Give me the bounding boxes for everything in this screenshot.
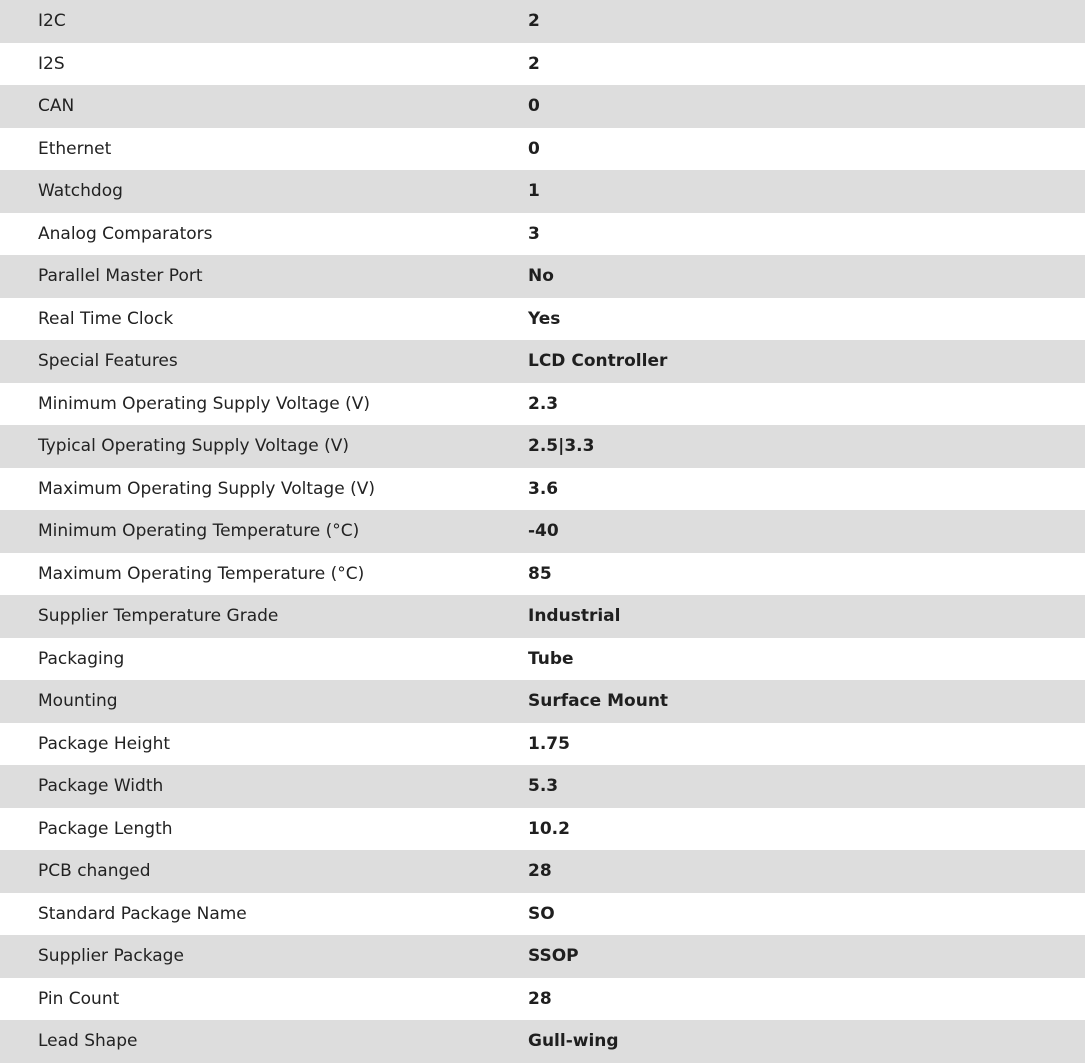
- table-row: [0, 638, 1085, 681]
- table-row: [0, 213, 1085, 256]
- table-row: [0, 298, 1085, 341]
- table-row: [0, 765, 1085, 808]
- table-row: [0, 808, 1085, 851]
- spec-name: Ethernet: [38, 138, 112, 159]
- table-row: [0, 680, 1085, 723]
- spec-value: LCD Controller: [528, 351, 668, 372]
- spec-value: Industrial: [528, 606, 621, 627]
- spec-name: Maximum Operating Supply Voltage (V): [38, 478, 375, 499]
- spec-value: 28: [528, 988, 552, 1009]
- spec-name: Watchdog: [38, 181, 123, 202]
- spec-name: Package Height: [38, 733, 171, 754]
- spec-name: Analog Comparators: [38, 223, 213, 244]
- spec-value: 2: [528, 11, 540, 32]
- table-row: [0, 595, 1085, 638]
- spec-name: Special Features: [38, 351, 178, 372]
- table-row: [0, 893, 1085, 936]
- spec-name: Supplier Temperature Grade: [38, 606, 279, 627]
- table-row: [0, 510, 1085, 553]
- spec-name: Lead Shape: [38, 1031, 138, 1052]
- spec-value: Gull-wing: [528, 1031, 619, 1052]
- table-row: [0, 723, 1085, 766]
- spec-name: CAN: [38, 96, 75, 117]
- table-row: [0, 468, 1085, 511]
- spec-value: 2: [528, 53, 540, 74]
- table-row: [0, 1020, 1085, 1063]
- spec-value: No: [528, 266, 554, 287]
- spec-name: Parallel Master Port: [38, 266, 203, 287]
- spec-name: Pin Count: [38, 988, 120, 1009]
- spec-value: Surface Mount: [528, 691, 669, 712]
- spec-name: Mounting: [38, 691, 118, 712]
- table-row: [0, 340, 1085, 383]
- table-row: [0, 255, 1085, 298]
- table-row: [0, 935, 1085, 978]
- spec-name: Typical Operating Supply Voltage (V): [38, 436, 349, 457]
- spec-name: I2S: [38, 53, 65, 74]
- spec-name: Supplier Package: [38, 946, 184, 967]
- spec-value: 85: [528, 563, 552, 584]
- spec-name: Packaging: [38, 648, 125, 669]
- table-row: [0, 383, 1085, 426]
- spec-name: I2C: [38, 11, 66, 32]
- table-row: [0, 553, 1085, 596]
- spec-value: Yes: [528, 308, 561, 329]
- spec-value: 1: [528, 181, 540, 202]
- spec-value: 2.3: [528, 393, 559, 414]
- spec-name: PCB changed: [38, 861, 151, 882]
- spec-value: 0: [528, 96, 540, 117]
- spec-name: Package Length: [38, 818, 173, 839]
- spec-value: SSOP: [528, 946, 579, 967]
- table-row: [0, 85, 1085, 128]
- spec-name: Standard Package Name: [38, 903, 247, 924]
- spec-value: 5.3: [528, 776, 559, 797]
- spec-value: 3: [528, 223, 540, 244]
- spec-value: -40: [528, 521, 559, 542]
- spec-value: 28: [528, 861, 552, 882]
- table-row: [0, 0, 1085, 43]
- table-row: [0, 128, 1085, 171]
- spec-name: Maximum Operating Temperature (°C): [38, 563, 365, 584]
- spec-value: Tube: [528, 648, 574, 669]
- spec-name: Minimum Operating Supply Voltage (V): [38, 393, 370, 414]
- spec-name: Real Time Clock: [38, 308, 174, 329]
- table-row: [0, 978, 1085, 1021]
- spec-value: 10.2: [528, 818, 570, 839]
- spec-value: 1.75: [528, 733, 570, 754]
- table-row: [0, 170, 1085, 213]
- table-row: [0, 43, 1085, 86]
- table-row: [0, 425, 1085, 468]
- spec-value: 2.5|3.3: [528, 436, 595, 457]
- spec-name: Minimum Operating Temperature (°C): [38, 521, 360, 542]
- spec-value: 3.6: [528, 478, 559, 499]
- spec-name: Package Width: [38, 776, 164, 797]
- spec-value: 0: [528, 138, 540, 159]
- spec-value: SO: [528, 903, 555, 924]
- table-row: [0, 850, 1085, 893]
